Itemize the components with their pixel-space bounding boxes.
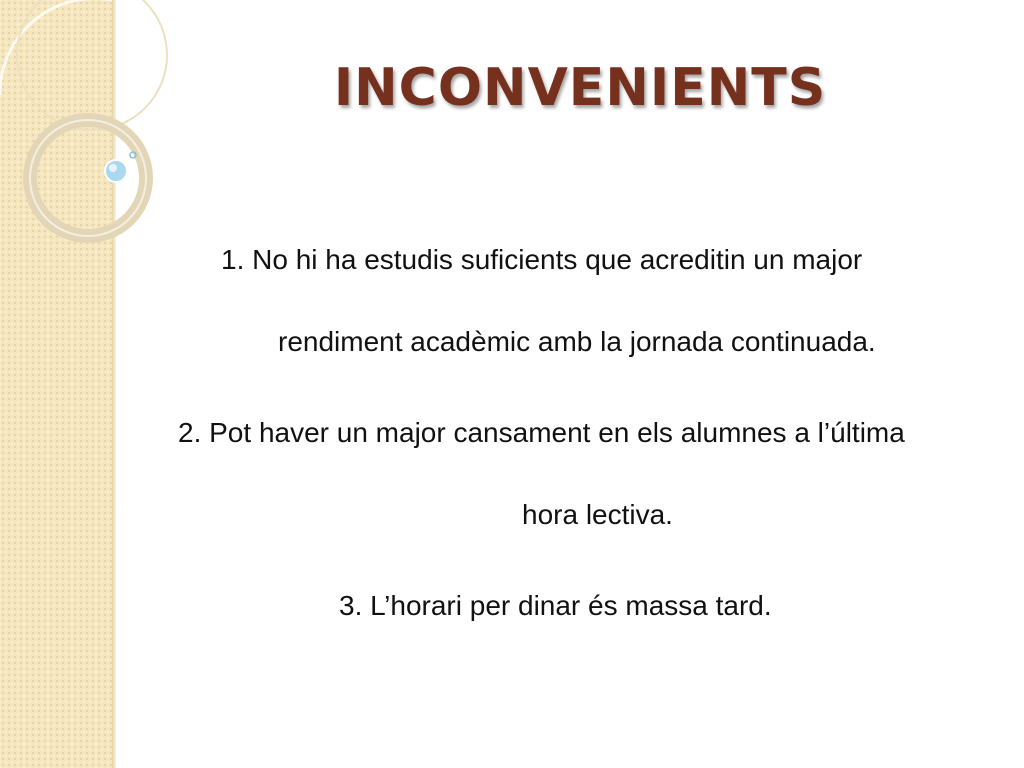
item-2-line-1: 2. Pot haver un major cansament en els alumnes a l’última: [178, 417, 905, 448]
slide-title: INCONVENIENTS: [333, 58, 827, 118]
item-1-line-2: rendiment acadèmic amb la jornada continuada.: [278, 326, 876, 357]
item-1-line-1: 1. No hi ha estudis suficients que acreditin un major: [221, 244, 863, 275]
item-3-line-1: 3. L’horari per dinar és massa tard.: [339, 590, 772, 621]
decorative-rings-graphic: [0, 0, 200, 260]
item-2-line-2: hora lectiva.: [522, 499, 673, 530]
